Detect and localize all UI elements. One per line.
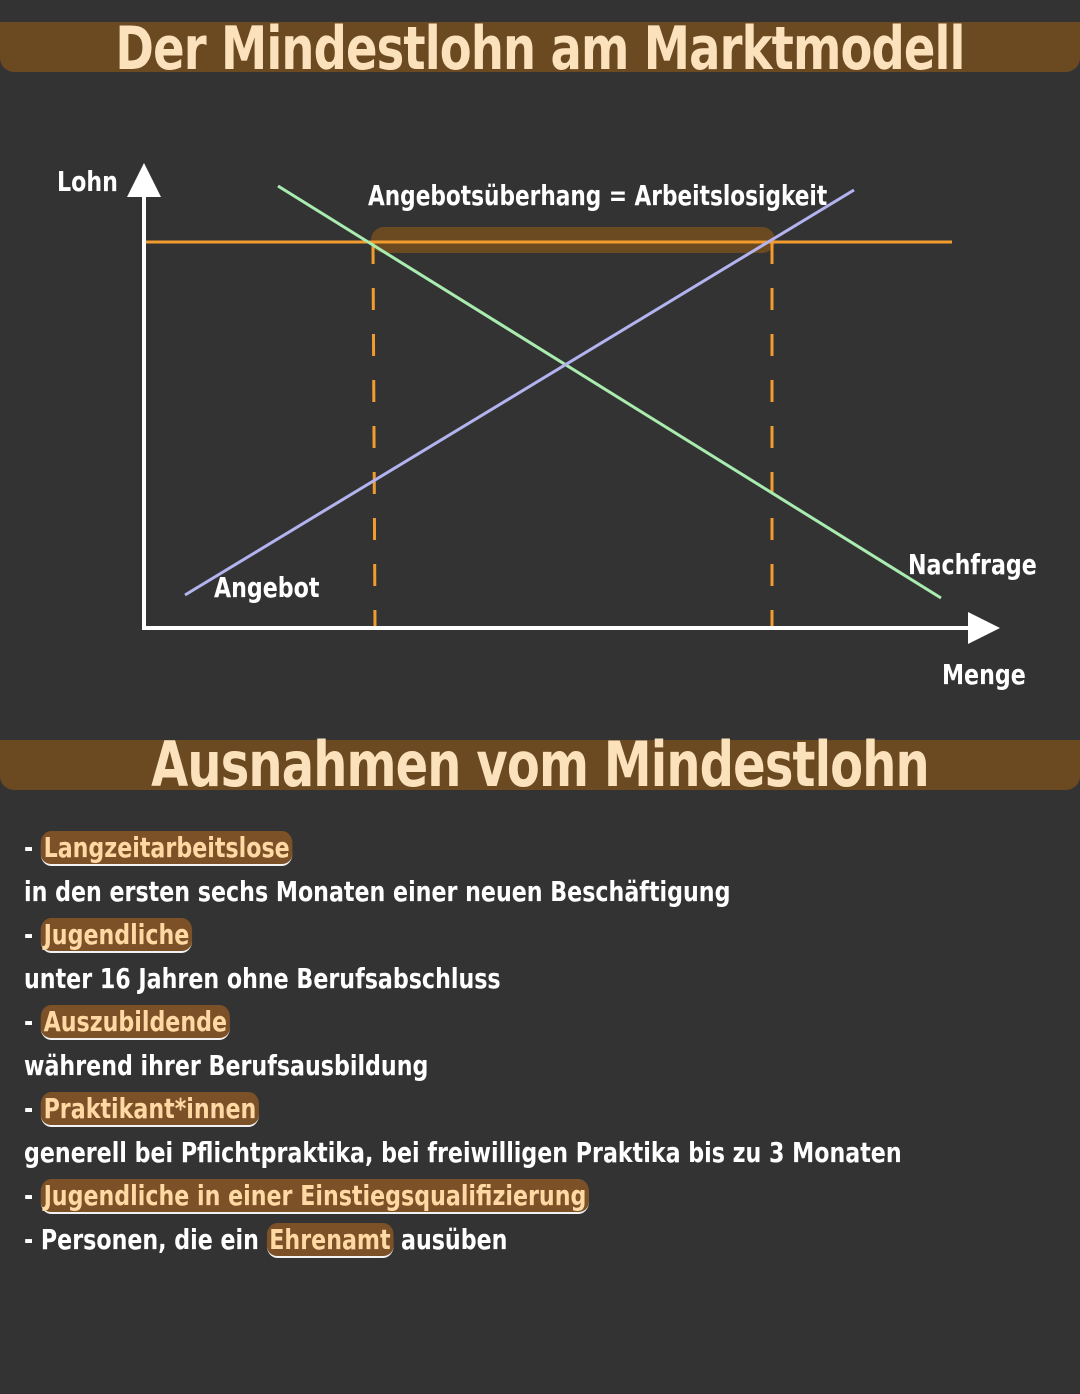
highlighted-term: Jugendliche: [41, 918, 192, 953]
minimum-wage-market-diagram: [0, 140, 1080, 700]
demand-label: Nachfrage: [908, 549, 1037, 582]
list-item-prefix: -: [24, 918, 41, 951]
surplus-label: Angebotsüberhang = Arbeitslosigkeit: [367, 180, 828, 213]
list-item-description: unter 16 Jahren ohne Berufsabschluss: [24, 961, 501, 995]
highlighted-term: Praktikant*innen: [41, 1092, 259, 1127]
x-axis-arrow-icon: [968, 612, 1000, 644]
highlighted-term: Jugendliche in einer Einstiegsqualifizierung: [41, 1179, 589, 1214]
list-item-prefix: - Personen, die ein: [24, 1222, 267, 1256]
y-axis-label: Lohn: [57, 166, 118, 199]
surplus-band: [371, 227, 775, 253]
list-item-prefix: -: [24, 831, 41, 864]
list-item-prefix: -: [24, 1179, 41, 1212]
exceptions-list: [24, 826, 1064, 1261]
list-item-suffix: ausüben: [393, 1222, 508, 1256]
x-axis-label: Menge: [942, 659, 1026, 692]
highlighted-term: Langzeitarbeitslose: [41, 831, 292, 866]
list-item: [24, 826, 939, 870]
list-item-prefix: -: [24, 1005, 41, 1038]
list-item: [24, 1174, 939, 1218]
y-axis-arrow-icon: [127, 163, 161, 197]
list-item-prefix: -: [24, 1092, 41, 1125]
list-item-description: in den ersten sechs Monaten einer neuen Beschäftigung: [24, 874, 731, 908]
list-item: [24, 913, 939, 957]
list-item-description: generell bei Pflichtpraktika, bei freiwilligen Praktika bis zu 3 Monaten: [24, 1135, 902, 1169]
supply-label: Angebot: [214, 572, 320, 605]
list-item: [24, 1218, 939, 1262]
page-title: Der Mindestlohn am Marktmodell: [115, 14, 965, 84]
list-item: [24, 1087, 939, 1131]
highlighted-term: Ehrenamt: [267, 1223, 394, 1258]
list-item: [24, 1000, 939, 1044]
demand-quantity-dashed-line: [373, 242, 375, 626]
section-title: Ausnahmen vom Mindestlohn: [151, 728, 929, 801]
highlighted-term: Auszubildende: [41, 1005, 230, 1040]
list-item-description: während ihrer Berufsausbildung: [24, 1048, 429, 1082]
